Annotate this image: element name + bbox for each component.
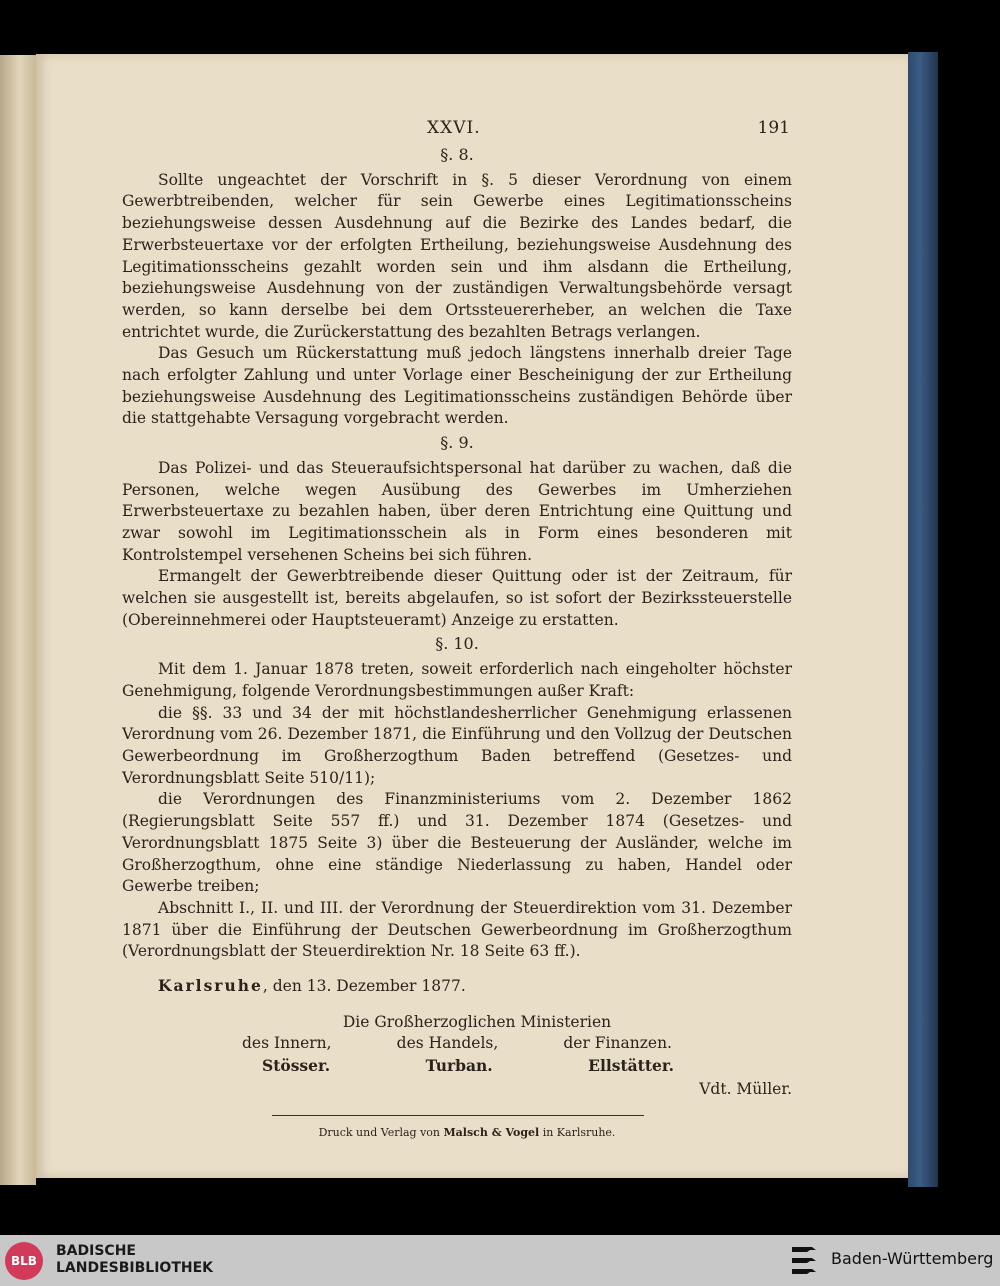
imprint-suffix: in Karlsruhe. <box>542 1125 616 1139</box>
section-heading: §. 10. <box>435 634 479 654</box>
place-date-line <box>122 975 792 998</box>
ministry-interior: des Innern, <box>242 1034 332 1053</box>
page-number: 191 <box>757 118 790 138</box>
paragraph: Sollte ungeachtet der Vorschrift in §. 5 dieser Verordnung von einem Gewerbtreibenden, welcher für sein Gewerbe eines Legitimationsscheins beziehungsweise dessen Ausdehnung auf die Bezirke des Landes bedarf, die Erwerbsteuertaxe vor der erfolgten Ertheilung, beziehungsweise Ausdehnung des Legitimationsscheins gezahlt worden sein und ihm alsdann die Ertheilung, beziehungsweise Ausdehnung von der zuständigen Verwaltungsbehörde versagt werden, so kann derselbe bei dem Ortssteuererheber, an welchen die Taxe entrichtet wurde, die Zurückerstattung des bezahlten Betrags verlangen. <box>122 170 792 341</box>
paragraph: die §§. 33 und 34 der mit höchstlandesherrlicher Genehmigung erlassenen Verordnung vom 26. Dezember 1871, die Einführung und den Vollzug der Deutschen Gewerbeordnung im Großherzogthum Baden betreffend (Gesetzes- und Verordnungsblatt Seite 510/11); <box>122 703 792 787</box>
imprint-prefix: Druck und Verlag von <box>318 1125 440 1139</box>
three-lions-icon <box>790 1243 820 1279</box>
imprint-divider <box>272 1115 644 1116</box>
paragraph: Mit dem 1. Januar 1878 treten, soweit erforderlich nach eingeholter höchster Genehmigung, folgende Verordnungsbestimmungen außer Kraft: <box>122 660 792 700</box>
vidit-signature: Vdt. Müller. <box>699 1079 792 1098</box>
printer-imprint <box>122 1122 792 1144</box>
place: Karlsruhe <box>158 976 263 996</box>
signatory: Ellstätter. <box>588 1056 674 1076</box>
library-name-line2: LANDESBIBLIOTHEK <box>56 1260 214 1276</box>
paragraph: Abschnitt I., II. und III. der Verordnung der Steuerdirektion vom 31. Dezember 1871 über die Einführung der Deutschen Gewerbeordnung im Großherzogthum (Verordnungsblatt der Steuerdirektion Nr. 18 Seite 63 ff.). <box>122 898 792 961</box>
paragraph: Ermangelt der Gewerbtreibende dieser Quittung oder ist der Zeitraum, für welchen sie ausgestellt ist, bereits abgelaufen, so ist sofort der Bezirkssteuerstelle (Obereinnehmerei oder Hauptsteueramt) Anzeige zu erstatten. <box>122 567 792 629</box>
signatory: Turban. <box>425 1056 493 1076</box>
state-name[interactable]: Baden-Württemberg <box>831 1249 994 1268</box>
paragraph: die Verordnungen des Finanzministeriums vom 2. Dezember 1862 (Regierungsblatt Seite 557 ff.) und 31. Dezember 1874 (Gesetzes- und Verordnungsblatt 1875 Seite 3) über die Besteuerung der Ausländer, welche im Großherzogthum, ohne eine ständige Niederlassung zu haben, Handel oder Gewerbe treiben; <box>122 790 792 896</box>
section-heading: §. 9. <box>440 433 474 453</box>
page-text <box>122 118 792 1143</box>
ministries-row <box>122 1033 792 1055</box>
library-name[interactable] <box>56 1243 213 1277</box>
date: , den 13. Dezember 1877. <box>262 977 466 996</box>
running-header <box>122 118 792 142</box>
imprint-publisher: Malsch & Vogel <box>443 1125 540 1139</box>
paragraph: Das Polizei- und das Steueraufsichtspersonal hat darüber zu wachen, daß die Personen, welche wegen Ausübung des Gewerbes im Umherziehen Erwerbsteuertaxe zu bezahlen haben, über deren Entrichtung eine Quittung und zwar sowohl im Legitimationsschein als in Form eines besonderen mit Kontrolstempel versehenen Scheins bei sich führen. <box>122 458 792 564</box>
signatory: Stösser. <box>262 1056 331 1076</box>
chapter-number: XXVI. <box>427 118 481 138</box>
book-cover-edge <box>908 52 938 1187</box>
section-heading: §. 8. <box>440 145 474 164</box>
ministry-trade: des Handels, <box>396 1034 499 1053</box>
facing-page-edge <box>0 55 36 1185</box>
ministry-finance: der Finanzen. <box>563 1034 672 1053</box>
viewer-footer <box>0 1235 1000 1286</box>
paragraph: Das Gesuch um Rückerstattung muß jedoch längstens innerhalb dreier Tage nach erfolgter Zahlung und unter Vorlage einer Bescheinigung der zur Ertheilung beziehungsweise Ausdehnung des Legitimationsscheins zuständigen Behörde über die stattgehabte Versagung vorgebracht werden. <box>122 344 792 428</box>
library-name-line1: BADISCHE <box>56 1243 136 1259</box>
authority-title: Die Großherzoglichen Ministerien <box>342 1012 612 1031</box>
signatories-row <box>122 1055 792 1077</box>
blb-logo[interactable]: BLB <box>5 1242 43 1280</box>
